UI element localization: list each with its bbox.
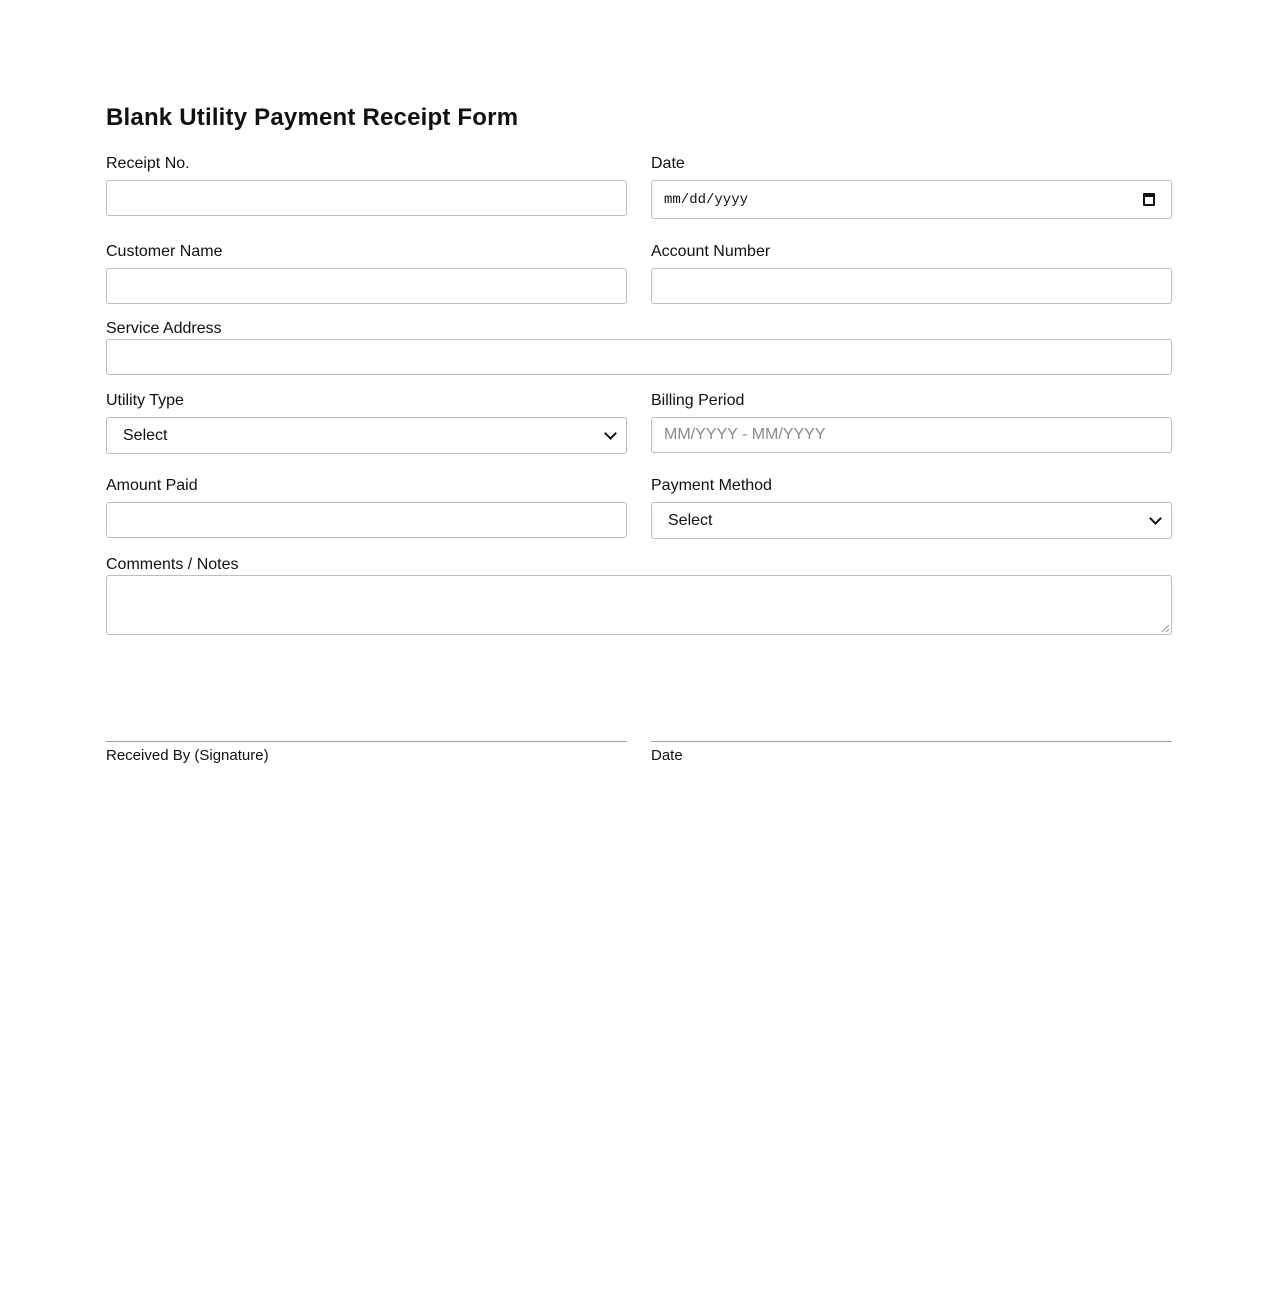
signature-line	[106, 741, 627, 742]
comments-label: Comments / Notes	[106, 556, 239, 573]
calendar-icon[interactable]	[1143, 193, 1155, 206]
customer-name-label: Customer Name	[106, 243, 223, 260]
billing-period-placeholder: MM/YYYY - MM/YYYY	[664, 426, 826, 443]
service-address-group	[106, 319, 1172, 375]
row-receipt-date	[106, 154, 1172, 219]
amount-paid-input[interactable]	[106, 502, 627, 538]
chevron-down-icon	[604, 427, 617, 440]
payment-method-selected: Select	[668, 511, 713, 529]
chevron-down-icon	[1149, 512, 1162, 525]
service-address-input[interactable]	[106, 339, 1172, 375]
billing-period-group	[651, 391, 1172, 454]
billing-period-input[interactable]	[651, 417, 1172, 453]
utility-type-select[interactable]	[106, 417, 627, 454]
customer-name-group	[106, 242, 627, 304]
amount-paid-label: Amount Paid	[106, 477, 198, 494]
payment-method-label: Payment Method	[651, 477, 772, 494]
received-by-group	[106, 741, 627, 765]
utility-type-group	[106, 391, 627, 454]
receipt-form	[106, 100, 1172, 765]
row-utility-billing	[106, 391, 1172, 454]
signature-date-line	[651, 741, 1172, 742]
payment-method-group	[651, 476, 1172, 539]
customer-name-input[interactable]	[106, 268, 627, 304]
date-placeholder: mm/dd/yyyy	[664, 191, 749, 208]
signature-date-group	[651, 741, 1172, 765]
amount-paid-group	[106, 476, 627, 539]
date-group	[651, 154, 1172, 219]
row-customer-account	[106, 242, 1172, 304]
receipt-no-group	[106, 154, 627, 219]
received-by-label: Received By (Signature)	[106, 747, 269, 764]
receipt-no-input[interactable]	[106, 180, 627, 216]
signature-date-label: Date	[651, 747, 683, 764]
comments-group	[106, 555, 1172, 635]
account-number-label: Account Number	[651, 243, 771, 260]
receipt-no-label: Receipt No.	[106, 155, 190, 172]
billing-period-label: Billing Period	[651, 392, 745, 409]
resize-grip-icon[interactable]	[1162, 625, 1169, 632]
signature-row	[106, 741, 1172, 765]
payment-method-select[interactable]	[651, 502, 1172, 539]
service-address-label: Service Address	[106, 320, 222, 337]
row-amount-method	[106, 476, 1172, 539]
date-input[interactable]	[651, 180, 1172, 219]
page-title: Blank Utility Payment Receipt Form	[106, 104, 519, 131]
comments-textarea[interactable]	[106, 575, 1172, 635]
account-number-input[interactable]	[651, 268, 1172, 304]
utility-type-label: Utility Type	[106, 392, 184, 409]
utility-type-selected: Select	[123, 426, 168, 444]
date-label: Date	[651, 155, 685, 172]
account-number-group	[651, 242, 1172, 304]
